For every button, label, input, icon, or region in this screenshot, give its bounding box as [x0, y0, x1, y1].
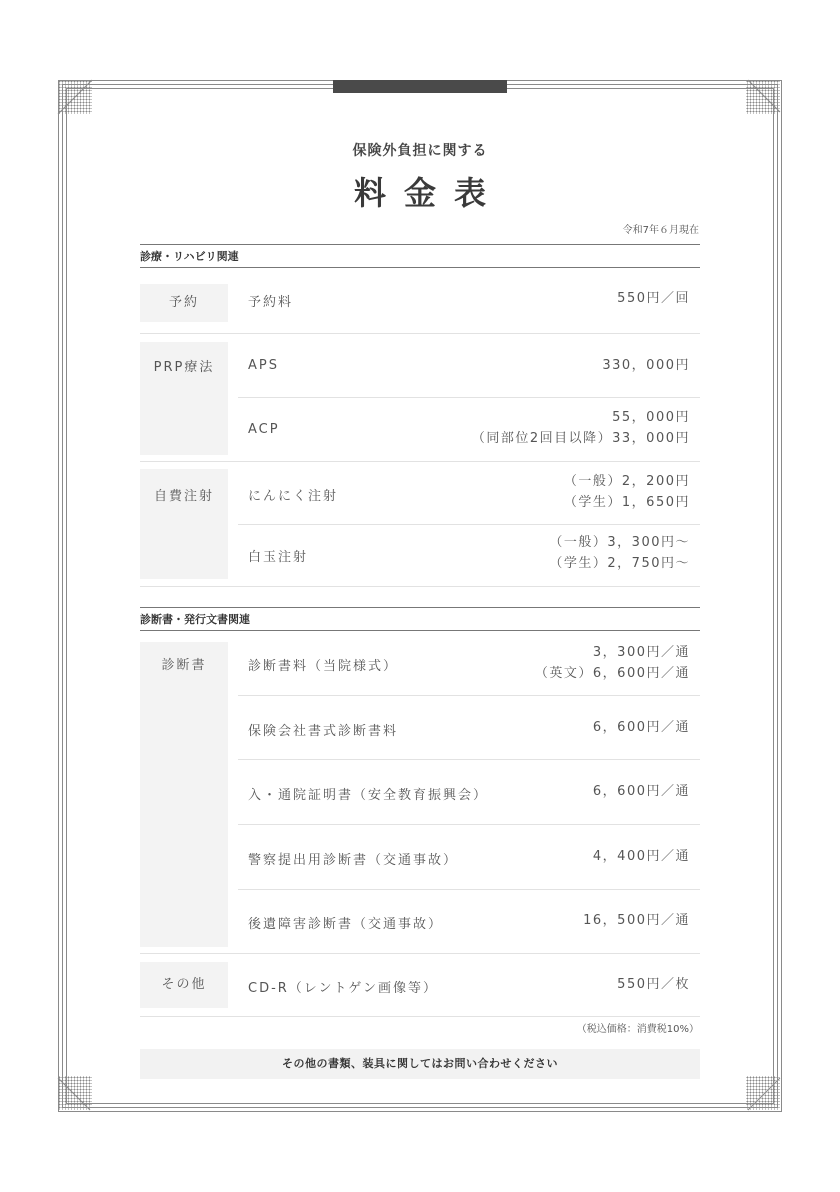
table-row [238, 632, 700, 696]
item-price-stack [535, 642, 690, 684]
table-row [140, 525, 700, 587]
item-price: （一般）2，200円 [563, 474, 690, 489]
table-row [140, 398, 700, 462]
item-label: 白玉注射 [248, 550, 309, 565]
effective-date: 令和7年６月現在 [622, 225, 699, 236]
item-price: 4，400円／通 [592, 849, 690, 864]
item-price: （英文）6，600円／通 [534, 666, 690, 681]
item-label: 後遺障害診断書（交通事故） [248, 917, 444, 932]
table-row [238, 334, 700, 398]
item-price: 3，300円／通 [592, 645, 690, 660]
table-row [140, 954, 700, 1017]
page-subtitle: 保険外負担に関する [352, 143, 488, 159]
table-row [140, 890, 700, 954]
tax-note: （税込価格：消費税10%） [576, 1024, 699, 1035]
item-price: （一般）3，300円～ [549, 535, 690, 550]
section-heading-documents: 診断書・発行文書関連 [140, 607, 700, 631]
item-label: 予約料 [248, 295, 294, 310]
item-label: 警察提出用診断書（交通事故） [248, 853, 459, 868]
item-price-stack [472, 407, 690, 449]
item-price-stack [564, 471, 690, 513]
footer-contact-note: その他の書類、装具に関してはお問い合わせください [140, 1049, 700, 1079]
item-label: CD-R（レントゲン画像等） [248, 981, 438, 996]
item-price: 6，600円／通 [592, 720, 690, 735]
item-price: 550円／枚 [617, 977, 690, 992]
top-accent-bar [333, 80, 507, 93]
table-row [140, 270, 700, 334]
item-price: 550円／回 [617, 291, 690, 306]
item-label: 入・通院証明書（安全教育振興会） [248, 788, 489, 803]
section-heading-medical: 診療・リハビリ関連 [140, 244, 700, 268]
category-reservation: 予約 [140, 284, 228, 322]
item-price-stack [549, 532, 690, 574]
item-label: にんにく注射 [248, 489, 339, 504]
page-title: 料金表 [353, 174, 504, 212]
item-label: 診断書料（当院様式） [248, 659, 399, 674]
item-label: ACP [248, 422, 280, 437]
table-row [238, 825, 700, 890]
category-prp: PRP療法 [140, 342, 228, 455]
item-price: 330，000円 [602, 358, 690, 373]
table-row [238, 462, 700, 525]
table-row [238, 760, 700, 825]
item-price: 55，000円 [612, 410, 690, 425]
item-price: 6，600円／通 [592, 784, 690, 799]
item-price: （学生）1，650円 [563, 495, 690, 510]
item-label: 保険会社書式診断書料 [248, 724, 399, 739]
category-self-pay-injection: 自費注射 [140, 469, 228, 579]
item-label: APS [248, 358, 279, 373]
item-price: （同部位2回目以降）33，000円 [471, 431, 690, 446]
item-price: 16，500円／通 [583, 913, 690, 928]
category-medical-certificate: 診断書 [140, 642, 228, 947]
item-price: （学生）2，750円～ [549, 556, 690, 571]
table-row [238, 696, 700, 760]
category-other: その他 [140, 962, 228, 1008]
